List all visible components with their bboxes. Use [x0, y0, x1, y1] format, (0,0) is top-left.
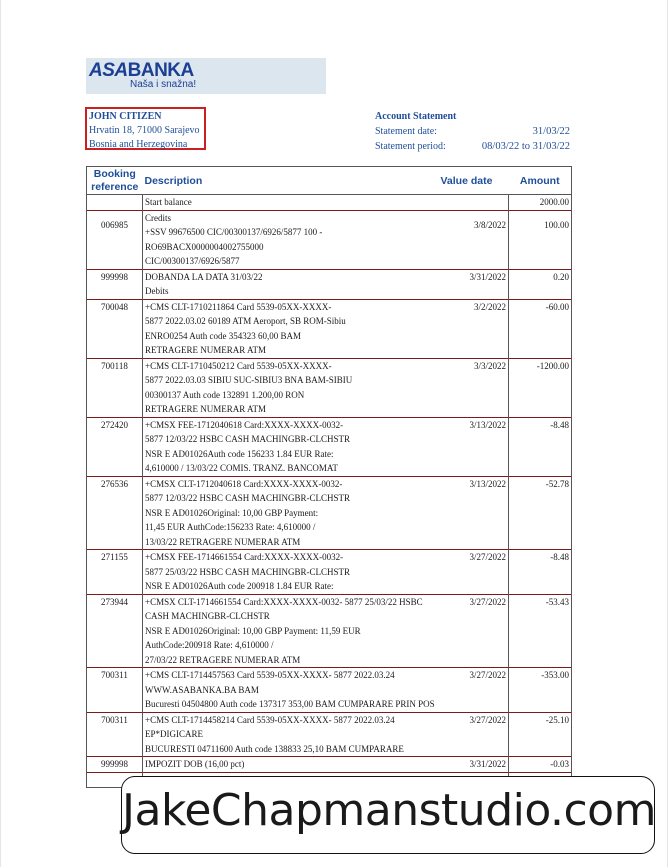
- table-row: [87, 476, 572, 550]
- description-line: +CMSX CLT-1712040618 Card:XXXX-XXXX-0032-: [145, 478, 343, 489]
- description-cell: [143, 476, 439, 550]
- amount-cell: -53.43: [509, 594, 572, 668]
- statement-period-label: Statement period:: [375, 141, 446, 152]
- description-line: 13/03/22 RETRAGERE NUMERAR ATM: [145, 536, 301, 547]
- header-booking-reference: Booking reference: [91, 167, 139, 193]
- value-date-cell: 3/2/2022: [473, 301, 506, 312]
- booking-reference-cell: 276536: [101, 478, 128, 489]
- booking-reference-cell: 999998: [101, 271, 128, 282]
- logo-banka: BANKA: [127, 60, 194, 81]
- table-row: [87, 299, 572, 358]
- customer-address-block: [85, 107, 206, 150]
- description-cell: [143, 210, 439, 269]
- description-cell: [143, 358, 439, 417]
- description-line: +CMSX FEE-1714661554 Card:XXXX-XXXX-0032-: [145, 552, 344, 562]
- amount-cell: -52.78: [509, 476, 572, 550]
- description-line: 00300137 Auth code 132891 1.200,00 RON: [145, 389, 305, 400]
- booking-reference-cell: 006985: [101, 219, 128, 230]
- description-line: RETRAGERE NUMERAR ATM: [145, 404, 267, 414]
- description-line: +CMS CLT-1710450212 Card 5539-05XX-XXXX-: [145, 360, 332, 371]
- description-cell: [143, 195, 439, 211]
- description-cell: [143, 417, 439, 476]
- statement-info: [375, 109, 570, 154]
- logo-tagline: Naša i snažna!: [130, 79, 197, 90]
- table-row: [87, 269, 572, 299]
- value-date-cell: 3/27/2022: [469, 714, 506, 725]
- description-line: 5877 25/03/22 HSBC CASH MACHINGBR-CLCHSTR: [145, 566, 351, 577]
- description-cell: [143, 712, 439, 757]
- description-line: BUCURESTI 04711600 Auth code 138833 25,10 BAM CUMPARARE: [145, 743, 404, 754]
- booking-reference-cell: 272420: [101, 419, 128, 430]
- booking-reference-cell: 700311: [101, 714, 128, 725]
- amount-cell: -60.00: [509, 299, 572, 358]
- description-cell: [143, 299, 439, 358]
- description-line: AuthCode:200918 Rate: 4,610000 /: [145, 640, 274, 650]
- description-line: NSR E AD01026Auth code 200918 1.84 EUR Rate:: [145, 581, 334, 591]
- table-header-row: [87, 167, 572, 195]
- booking-reference-cell: 273944: [101, 596, 128, 607]
- description-cell: [143, 668, 439, 713]
- value-date-cell: 3/13/2022: [469, 419, 506, 430]
- booking-reference-cell: 700048: [101, 301, 128, 312]
- amount-cell: 2000.00: [509, 195, 572, 211]
- table-row: [87, 757, 572, 773]
- value-date-cell: 3/13/2022: [469, 478, 506, 489]
- statement-date-label: Statement date:: [375, 126, 437, 137]
- description-line: 11,45 EUR AuthCode:156233 Rate: 4,610000 /: [145, 522, 316, 532]
- bank-logo: [86, 58, 326, 94]
- amount-cell: -25.10: [509, 712, 572, 757]
- description-cell: [143, 594, 439, 668]
- description-cell: [143, 757, 439, 773]
- description-line: 5877 2022.03.03 SIBIU SUC-SIBIU3 BNA BAM-SIBIU: [145, 375, 353, 385]
- description-line: CASH MACHINGBR-CLCHSTR: [145, 611, 270, 621]
- value-date-cell: 3/3/2022: [473, 360, 506, 371]
- statement-date-row: [375, 124, 570, 139]
- customer-address-line1: Hrvatin 18, 71000 Sarajevo: [89, 125, 200, 136]
- table-row: [87, 594, 572, 668]
- description-cell: [143, 269, 439, 299]
- amount-cell: -8.48: [509, 550, 572, 595]
- table-row: [87, 550, 572, 595]
- statement-title: Account Statement: [375, 111, 457, 122]
- description-line: 5877 2022.03.02 60189 ATM Aeroport, SB ROM-Sibiu: [145, 316, 346, 326]
- booking-reference-cell: 271155: [101, 552, 128, 562]
- table-row: [87, 668, 572, 713]
- amount-cell: 0.20: [509, 269, 572, 299]
- description-line: EP*DIGICARE: [145, 729, 203, 739]
- description-line: 27/03/22 RETRAGERE NUMERAR ATM: [145, 654, 301, 665]
- description-cell: [143, 550, 439, 595]
- table-row: [87, 210, 572, 269]
- description-line: Start balance: [145, 197, 192, 207]
- description-line: NSR E AD01026Original: 10,00 GBP Payment:: [145, 507, 319, 518]
- header-value-date: Value date: [440, 174, 493, 187]
- logo-asa: ASA: [89, 60, 128, 81]
- description-line: 5877 12/03/22 HSBC CASH MACHINGBR-CLCHSTR: [145, 493, 351, 503]
- amount-cell: -0.03: [509, 757, 572, 773]
- description-line: +CMS CLT-1714457563 Card 5539-05XX-XXXX- 5877 2022.03.24: [145, 670, 395, 680]
- description-line: Bucuresti 04504800 Auth code 137317 353,00 BAM CUMPARARE PRIN POS: [145, 699, 435, 709]
- description-line: NSR E AD01026Auth code 156233 1.84 EUR Rate:: [145, 448, 334, 459]
- booking-reference-cell: [87, 195, 143, 211]
- value-date-cell: 3/27/2022: [469, 552, 506, 562]
- amount-cell: -1200.00: [509, 358, 572, 417]
- amount-cell: 100.00: [509, 210, 572, 269]
- value-date-cell: 3/31/2022: [469, 759, 506, 769]
- description-line: 4,610000 / 13/03/22 COMIS. TRANZ. BANCOMAT: [145, 463, 338, 473]
- description-line: IMPOZIT DOB (16,00 pct): [145, 759, 245, 769]
- description-line: NSR E AD01026Original: 10,00 GBP Payment: 11,59 EUR: [145, 625, 361, 636]
- table-row: [87, 417, 572, 476]
- description-line: RETRAGERE NUMERAR ATM: [145, 345, 267, 355]
- value-date-cell: 3/27/2022: [469, 670, 506, 680]
- description-line: Credits: [145, 212, 171, 223]
- header-amount: Amount: [519, 174, 560, 187]
- table-row: [87, 712, 572, 757]
- description-line: Debits: [145, 286, 169, 296]
- statement-period-value: 08/03/22 to 31/03/22: [481, 141, 570, 152]
- header-description: Description: [144, 174, 203, 187]
- description-line: 5877 12/03/22 HSBC CASH MACHINGBR-CLCHSTR: [145, 434, 351, 444]
- value-date-cell: 3/8/2022: [473, 219, 506, 230]
- value-date-cell: 3/31/2022: [469, 271, 506, 282]
- value-date-cell: [439, 195, 509, 211]
- description-line: RO69BACX0000004002755000: [145, 241, 264, 252]
- value-date-cell: 3/27/2022: [469, 596, 506, 607]
- amount-cell: -353.00: [509, 668, 572, 713]
- statement-period-row: [375, 139, 570, 154]
- description-line: ENRO0254 Auth code 354323 60,00 BAM: [145, 330, 301, 341]
- statement-date-value: 31/03/22: [532, 126, 570, 137]
- table-row: [87, 358, 572, 417]
- description-line: +SSV 99676500 CIC/00300137/6926/5877 100 -: [145, 227, 323, 237]
- customer-name: JOHN CITIZEN: [89, 111, 162, 122]
- booking-reference-cell: 700311: [101, 670, 128, 680]
- description-line: +CMS CLT-1710211864 Card 5539-05XX-XXXX-: [145, 301, 332, 312]
- transactions-table: [86, 166, 572, 788]
- description-line: +CMS CLT-1714458214 Card 5539-05XX-XXXX- 5877 2022.03.24: [145, 714, 395, 725]
- watermark-banner: [121, 776, 655, 854]
- booking-reference-cell: 999998: [101, 759, 128, 769]
- customer-address-line2: Bosnia and Herzegovina: [89, 139, 188, 150]
- booking-reference-cell: 700118: [101, 360, 128, 371]
- amount-cell: -8.48: [509, 417, 572, 476]
- description-line: +CMSX FEE-1712040618 Card:XXXX-XXXX-0032-: [145, 419, 344, 430]
- description-line: WWW.ASABANKA.BA BAM: [145, 684, 259, 695]
- table-row: [87, 195, 572, 211]
- description-line: +CMSX CLT-1714661554 Card:XXXX-XXXX-0032- 5877 25/03/22 HSBC: [145, 596, 423, 607]
- watermark-text: JakeChapmanstudio.com: [122, 785, 656, 836]
- description-line: CIC/00300137/6926/5877: [145, 256, 240, 266]
- description-line: DOBANDA LA DATA 31/03/22: [145, 271, 263, 282]
